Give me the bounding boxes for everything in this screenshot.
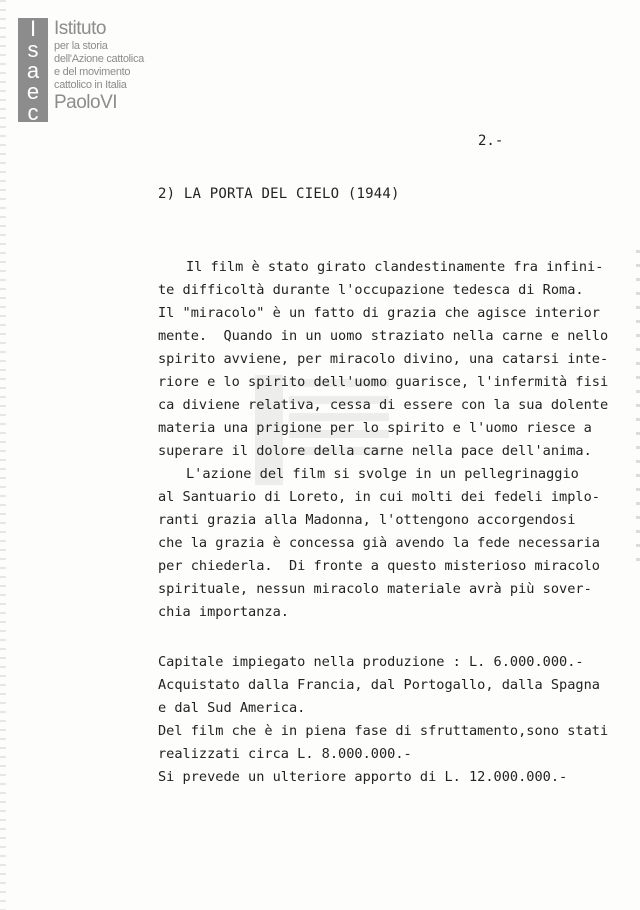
body-line: mente. Quando in un uomo straziato nella carne e nello bbox=[158, 328, 609, 344]
section-heading: 2) LA PORTA DEL CIELO (1944) bbox=[158, 186, 400, 202]
info-line: e dal Sud America. bbox=[158, 700, 306, 716]
logo-line: per la storia bbox=[54, 40, 108, 52]
scan-edge-left bbox=[0, 0, 6, 910]
logo-letter: c bbox=[27, 100, 39, 125]
logo-letter-block bbox=[18, 16, 48, 125]
scan-edge-right bbox=[636, 250, 640, 570]
page-number: 2.- bbox=[478, 133, 504, 149]
logo-letter: I bbox=[29, 16, 37, 41]
body-line: spirituale, nessun miracolo materiale avrà più sover- bbox=[158, 581, 592, 597]
info-line: Si prevede un ulteriore apporto di L. 12.000.000.- bbox=[158, 769, 568, 785]
body-line: Il film è stato girato clandestinamente fra infini- bbox=[186, 259, 604, 275]
logo-line: PaoloVI bbox=[54, 92, 118, 113]
logo-text bbox=[54, 18, 144, 114]
financial-info bbox=[158, 651, 608, 789]
isacem-logo bbox=[18, 18, 158, 128]
body-line: al Santuario di Loreto, in cui molti dei fedeli implo- bbox=[158, 489, 600, 505]
body-line: Il "miracolo" è un fatto di grazia che agisce interior bbox=[158, 305, 600, 321]
body-line: chia importanza. bbox=[158, 604, 289, 620]
info-line: Capitale impiegato nella produzione : L. 6.000.000.- bbox=[158, 654, 584, 670]
body-line: L'azione del film si svolge in un pellegrinaggio bbox=[186, 466, 579, 482]
logo-letter: s bbox=[27, 37, 39, 62]
logo-letter: a bbox=[26, 58, 40, 83]
body-line: materia una prigione per lo spirito e l'uomo riesce a bbox=[158, 420, 592, 436]
logo-line: cattolico in Italia bbox=[54, 79, 127, 91]
body-line: te difficoltà durante l'occupazione tedesca di Roma. bbox=[158, 282, 584, 298]
body-line: riore e lo spirito dell'uomo guarisce, l'infermità fisi bbox=[158, 374, 609, 390]
body-line: per chiederla. Di fronte a questo misterioso miracolo bbox=[158, 558, 600, 574]
info-line: Acquistato dalla Francia, dal Portogallo, dalla Spagna bbox=[158, 677, 600, 693]
logo-line: dell'Azione cattolica bbox=[54, 53, 144, 65]
body-line: superare il dolore della carne nella pace dell'anima. bbox=[158, 443, 592, 459]
body-line: che la grazia è concessa già avendo la fede necessaria bbox=[158, 535, 600, 551]
logo-letter: e bbox=[26, 79, 40, 104]
info-line: Del film che è in piena fase di sfruttamento,sono stati bbox=[158, 723, 609, 739]
body-line: ranti grazia alla Madonna, l'ottengono accorgendosi bbox=[158, 512, 576, 528]
logo-line: e del movimento bbox=[54, 66, 131, 78]
info-line: realizzati circa L. 8.000.000.- bbox=[158, 746, 412, 762]
body-line: spirito avviene, per miracolo divino, una catarsi inte- bbox=[158, 351, 609, 367]
logo-line: Istituto bbox=[54, 18, 106, 39]
body-text bbox=[158, 256, 608, 624]
body-line: ca diviene relativa, cessa di essere con la sua dolente bbox=[158, 397, 609, 413]
